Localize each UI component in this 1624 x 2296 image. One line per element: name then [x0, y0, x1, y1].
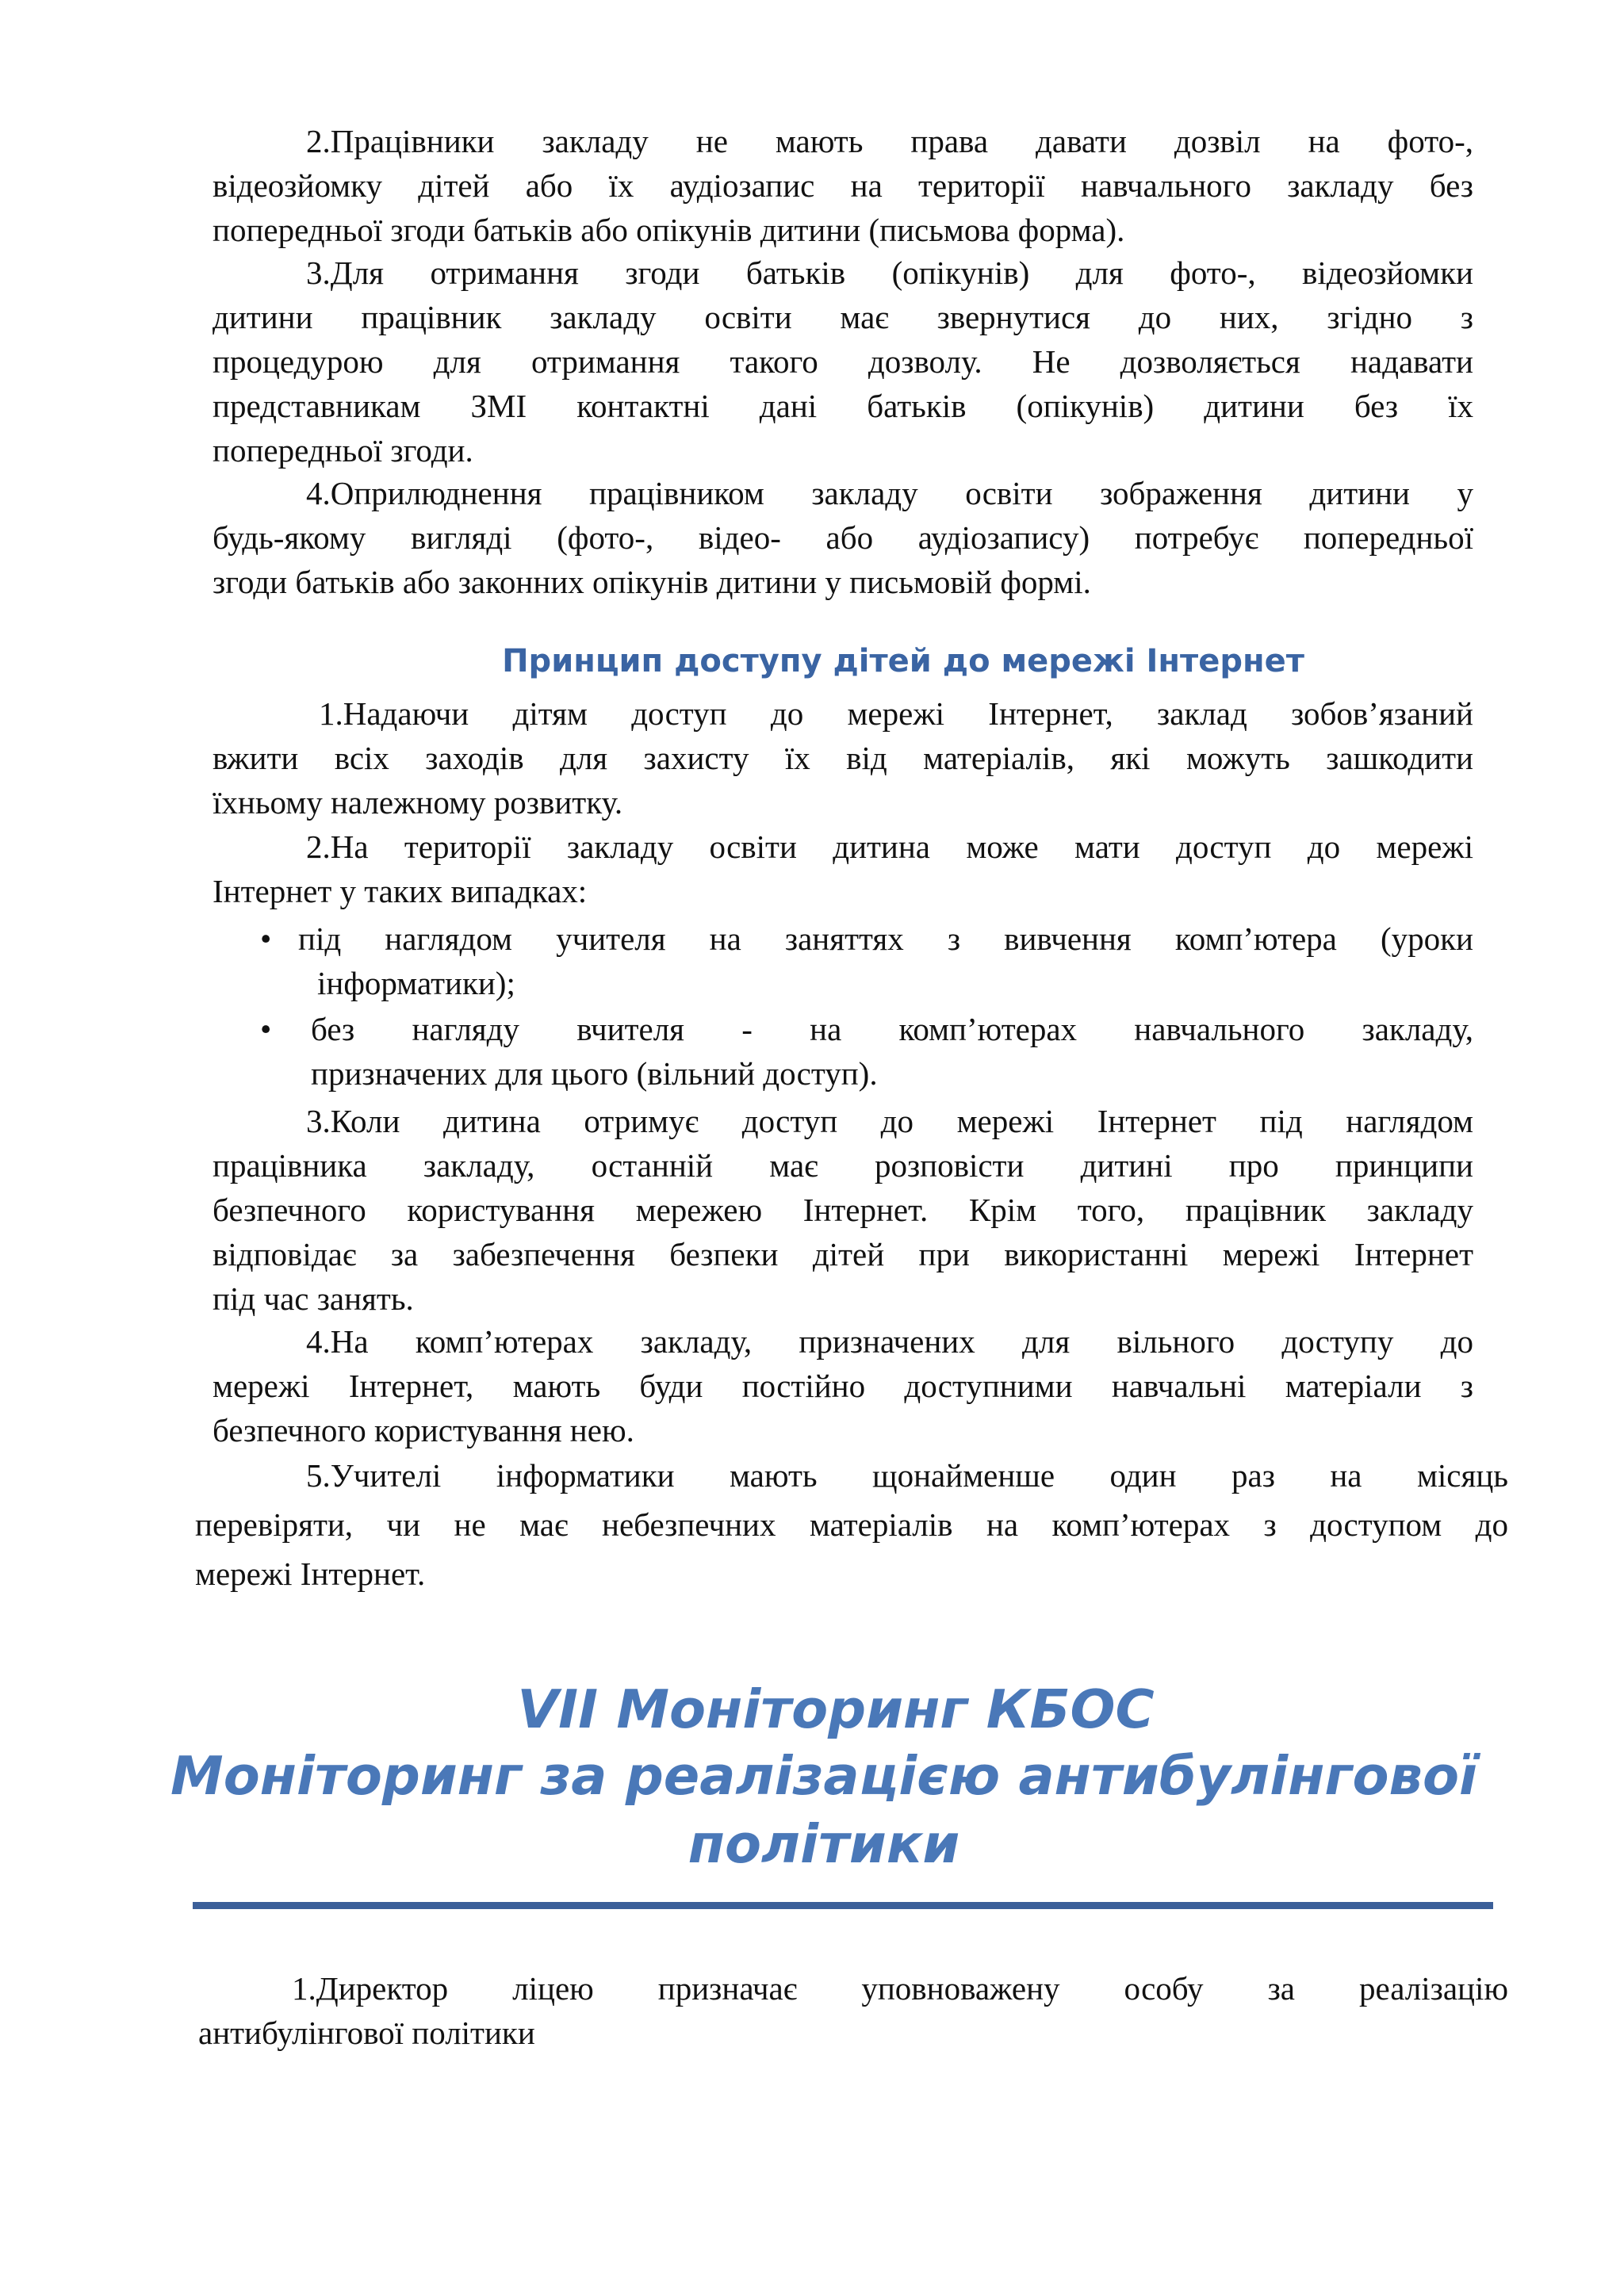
section-title-line-3: політики: [688, 1813, 960, 1875]
paragraph-free-access-materials: [213, 1319, 1473, 1452]
paragraph-internet-protection: [213, 691, 1473, 825]
paragraph-staff-rights: [213, 119, 1473, 252]
paragraph-image-publication: [213, 471, 1473, 604]
text-line: будь-якому вигляді (фото-, відео- або аудіозапису) потребує попередньої: [213, 519, 1473, 556]
text-line: антибулінгової політики: [198, 2015, 535, 2051]
text-line: 4.Оприлюднення працівником закладу освіти зображення дитини у: [306, 475, 1473, 511]
text-line: мережі Інтернет.: [195, 1556, 426, 1592]
text-line: попередньої згоди.: [213, 432, 473, 469]
section-divider: [193, 1902, 1493, 1909]
text-line: Інтернет у таких випадках:: [213, 873, 588, 909]
text-line: 4.На комп’ютерах закладу, призначених для вільного доступу до: [306, 1323, 1473, 1360]
text-line: призначених для цього (вільний доступ).: [311, 1055, 878, 1092]
paragraph-parental-consent: [213, 251, 1473, 473]
text-line: безпечного користування нею.: [213, 1412, 634, 1448]
text-line: згоди батьків або законних опікунів дитини у письмовій формі.: [213, 564, 1091, 600]
bullet-marker: •: [260, 920, 272, 957]
text-line: 1.Надаючи дітям доступ до мережі Інтернет, заклад зобов’язаний: [319, 695, 1473, 732]
text-line: 3.Для отримання згоди батьків (опікунів) для фото-, відеозйомки: [306, 254, 1473, 291]
text-line: 2.На території закладу освіти дитина може мати доступ до мережі: [306, 828, 1473, 865]
text-line: їхньому належному розвитку.: [213, 784, 623, 821]
bullet-marker: •: [260, 1011, 272, 1047]
text-line: дитини працівник закладу освіти має звернутися до них, згідно з: [213, 299, 1473, 335]
paragraph-supervised-access: [213, 1099, 1473, 1321]
section-title-line-2: Моніторинг за реалізацією антибулінгової: [170, 1745, 1477, 1807]
text-line: попередньої згоди батьків або опікунів дитини (письмова форма).: [213, 212, 1125, 248]
internet-access-heading: Принцип доступу дітей до мережі Інтернет: [502, 643, 1304, 679]
paragraph-teacher-checks: [195, 1451, 1508, 1598]
text-line: 2.Працівники закладу не мають права давати дозвіл на фото-,: [306, 123, 1473, 159]
section-title-line-1: VII Моніторинг КБОС: [517, 1678, 1155, 1740]
text-line: під час занять.: [213, 1280, 414, 1317]
text-line: вжити всіх заходів для захисту їх від матеріалів, які можуть зашкодити: [213, 740, 1473, 776]
paragraph-internet-cases: [213, 825, 1473, 913]
text-line: мережі Інтернет, мають буди постійно доступними навчальні матеріали з: [213, 1368, 1473, 1404]
text-line: 3.Коли дитина отримує доступ до мережі Інтернет під наглядом: [306, 1103, 1473, 1139]
text-line: процедурою для отримання такого дозволу. Не дозволяється надавати: [213, 343, 1473, 380]
paragraph-director-appoints: [198, 1966, 1508, 2055]
text-line: перевіряти, чи не має небезпечних матеріалів на комп’ютерах з доступом до: [195, 1506, 1508, 1543]
text-line: під наглядом учителя на заняттях з вивчення комп’ютера (уроки: [298, 920, 1473, 957]
text-line: відповідає за забезпечення безпеки дітей при використанні мережі Інтернет: [213, 1236, 1473, 1272]
text-line: безпечного користування мережею Інтернет. Крім того, працівник закладу: [213, 1192, 1473, 1228]
text-line: представникам ЗМІ контактні дані батьків (опікунів) дитини без їх: [213, 388, 1473, 424]
text-line: відеозйомку дітей або їх аудіозапис на території навчального закладу без: [213, 167, 1473, 204]
text-line: інформатики);: [317, 965, 515, 1001]
text-line: 5.Учителі інформатики мають щонайменше один раз на місяць: [306, 1457, 1508, 1494]
text-line: працівника закладу, останній має розповісти дитині про принципи: [213, 1147, 1473, 1184]
text-line: 1.Директор ліцею призначає уповноважену особу за реалізацію: [292, 1970, 1508, 2007]
text-line: без нагляду вчителя - на комп’ютерах навчального закладу,: [311, 1011, 1473, 1047]
